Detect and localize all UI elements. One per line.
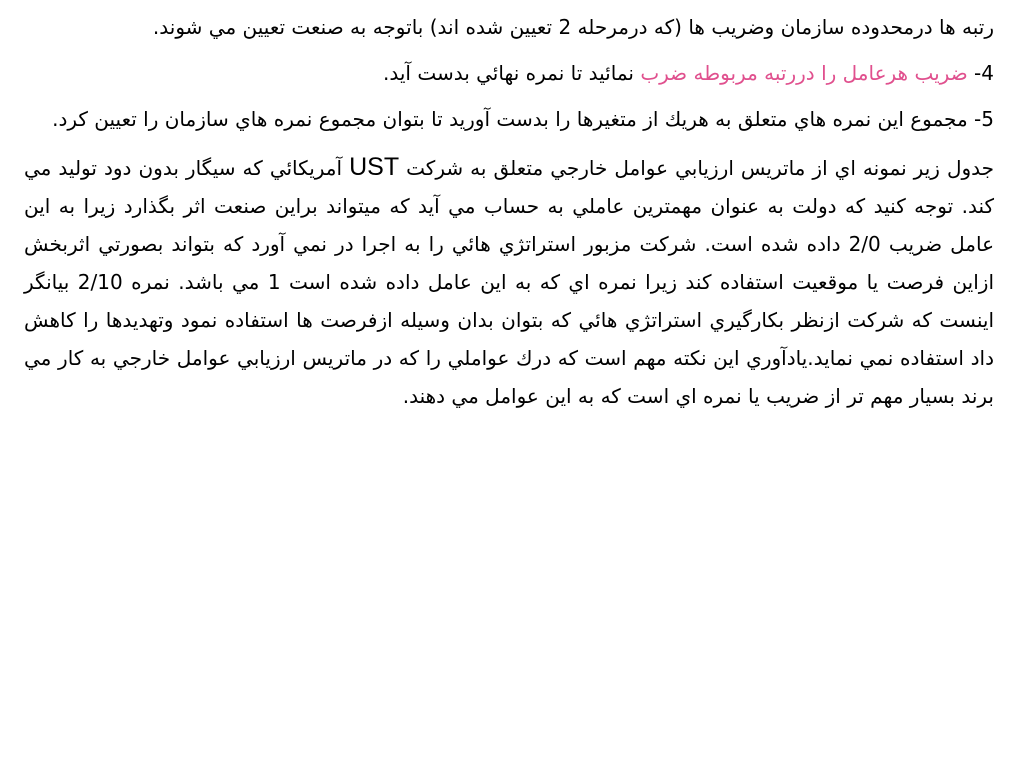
paragraph-ratings: رتبه ها درمحدوده سازمان وضريب ها (كه درمرحله 2 تعيين شده اند) باتوجه به صنعت تعيين مي شوند. <box>152 15 994 39</box>
ust-text-before: جدول زير نمونه اي از ماتريس ارزيابي عوامل خارجي متعلق به شركت <box>406 156 995 180</box>
ust-text-after: آمريكائي كه سيگار بدون دود توليد مي كند. توجه كنيد كه دولت به عنوان مهمترين عاملي به حساب مي آيد كه ميتواند براين صنعت اثر بگذارد زيرا به اين عامل ضريب 2/0 داده شده است. شركت مزبور استراتژي هائي را به اجرا در نمي آورد كه بتواند بصورتي اثربخش ازاين فرصت يا موقعيت استفاده كند زيرا نمره اي كه به اين عامل داده شده است 1 مي باشد. نمره 2/10 بيانگر اينست كه شركت ازنظر بكارگيري استراتژي هائي كه بتوان بدان وسيله ازفرصت ها استفاده نمود وتهديدها را كاهش داد استفاده نمي نمايد.يادآوري اين نكته مهم است كه درك عواملي را كه در ماتريس ارزيابي عوامل خارجي به كار مي برند بسيار مهم تر از ضريب يا نمره اي است كه به اين عوامل مي دهند. <box>24 156 995 408</box>
step-4-highlighted-text: ضريب هرعامل را دررتبه مربوطه ضرب <box>640 61 968 85</box>
step-4-text: نمائيد تا نمره نهائي بدست آيد. <box>382 61 634 85</box>
step-5: 5- مجموع اين نمره هاي متعلق به هريك از متغيرها را بدست آوريد تا بتوان مجموع نمره هاي سازمان را تعيين كرد. <box>52 107 994 131</box>
step-4-number: 4- <box>974 61 994 85</box>
company-name: UST <box>349 153 400 181</box>
paragraph-ust-example <box>24 148 994 415</box>
document-body <box>24 8 994 423</box>
step-4 <box>24 54 994 92</box>
